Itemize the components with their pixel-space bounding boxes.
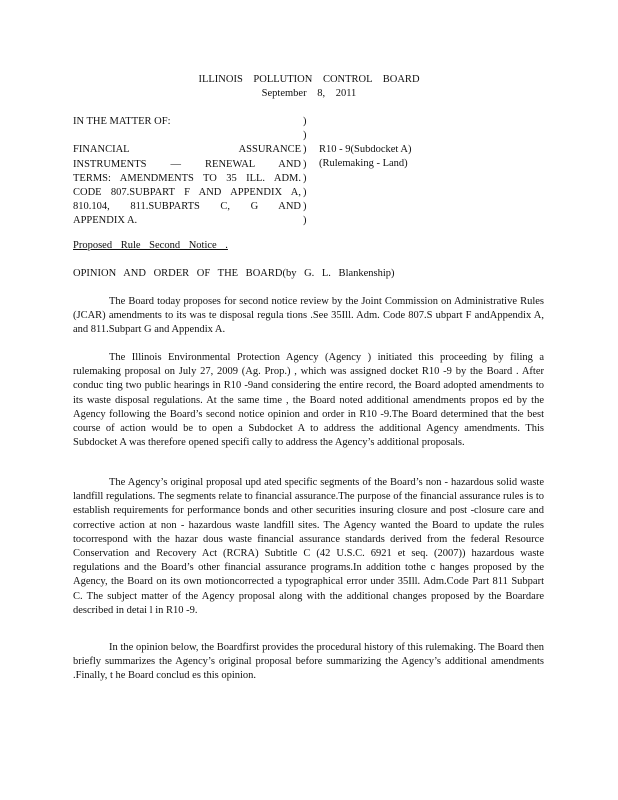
paren: ) [303, 116, 307, 127]
body-paragraph: The Board today proposes for second notice review by the Joint Commission on Administrative Rules (JCAR) amendments to its was te disposal regula tions .See 35Ill. Adm. Code 807.S ubpart F andAppendix A, and 811.Subpart G and Appendix A. [73, 296, 544, 336]
board-name: ILLINOIS POLLUTION CONTROL BOARD [198, 74, 420, 85]
docket-type: (Rulemaking - Land) [319, 158, 408, 170]
in-the-matter-of: IN THE MATTER OF: [73, 116, 171, 127]
caption-title-line: APPENDIX A. [73, 215, 138, 227]
caption-title-line: INSTRUMENTS — RENEWAL AND [73, 158, 301, 170]
paren: ) [303, 158, 307, 170]
docket-block [319, 143, 539, 171]
paren: ) [303, 172, 307, 184]
caption-title-line: FINANCIAL ASSURANCE [73, 144, 301, 156]
caption-parentheses [303, 115, 313, 229]
paren: ) [303, 130, 307, 142]
body-paragraph: The Agency’s original proposal upd ated specific segments of the Board’s non - hazardous solid waste landfill regulations. The segments relate to financial assurance.The purpose of the financial assurance rules is to establish requirements for performance bonds and other securities insuring closure and post -closure care and corrective action at non - hazardous waste landfill sites. The Agency wanted the Board to update the rules tocorrespond with the hazar dous waste financial assurance standards derived from the federal Resource Conservation and Recovery Act (RCRA) Subtitle C (42 U.S.C. 6921 et seq. (2007)) hazardous waste regulations and the Board’s other financial assurance programs.In addition tothe c hanges proposed by the Agency, the Board on its own motioncorrected a typographical error under 35Ill. Adm.Code Part 811 Subpart C. The subject matter of the Agency proposal along with the additional changes proposed by the Boardare described in detai l in R10 -9. [73, 477, 544, 616]
order-date: September 8, 2011 [261, 88, 357, 99]
case-caption [73, 115, 543, 225]
caption-title-line: 810.104, 811.SUBPARTS C, G AND [73, 201, 301, 213]
paren: ) [303, 215, 307, 227]
body-paragraph: In the opinion below, the Boardfirst provides the procedural history of this rulemaking. The Board then briefly summarizes the Agency’s original proposal before summarizing the Agency’s additional amendments .Finally, t he Board conclud es this opinion. [73, 642, 544, 682]
docket-number: R10 - 9(Subdocket A) [319, 144, 412, 155]
caption-title-block [73, 115, 301, 229]
paren: ) [303, 144, 307, 156]
body-paragraph: The Illinois Environmental Protection Agency (Agency ) initiated this proceeding by filing a rulemaking proposal on July 27, 2009 (Ag. Prop.) , which was assigned docket R10 -9 by the Board . After conduc ting two public hearings in R10 -9and considering the entire record, the Board adopted amendments to its waste disposal regulations. At the same time , the Board noted additional amendments propos ed by the Agency following the Board’s second notice opinion and order in R10 -9.The Board determined that the best course of action would be to open a Subdocket A to address the additional Agency amendments. This Subdocket A was therefore opened specifi cally to address the Agency’s additional proposals. [73, 352, 544, 449]
opinion-heading: OPINION AND ORDER OF THE BOARD(by G. L. Blankenship) [73, 268, 395, 279]
proposed-rule-notice: Proposed Rule Second Notice . [73, 240, 228, 251]
caption-title-line: TERMS: AMENDMENTS TO 35 ILL. ADM. [73, 172, 301, 184]
paren: ) [303, 187, 307, 199]
paren: ) [303, 201, 307, 213]
caption-title-line: CODE 807.SUBPART F AND APPENDIX A, [73, 187, 301, 198]
